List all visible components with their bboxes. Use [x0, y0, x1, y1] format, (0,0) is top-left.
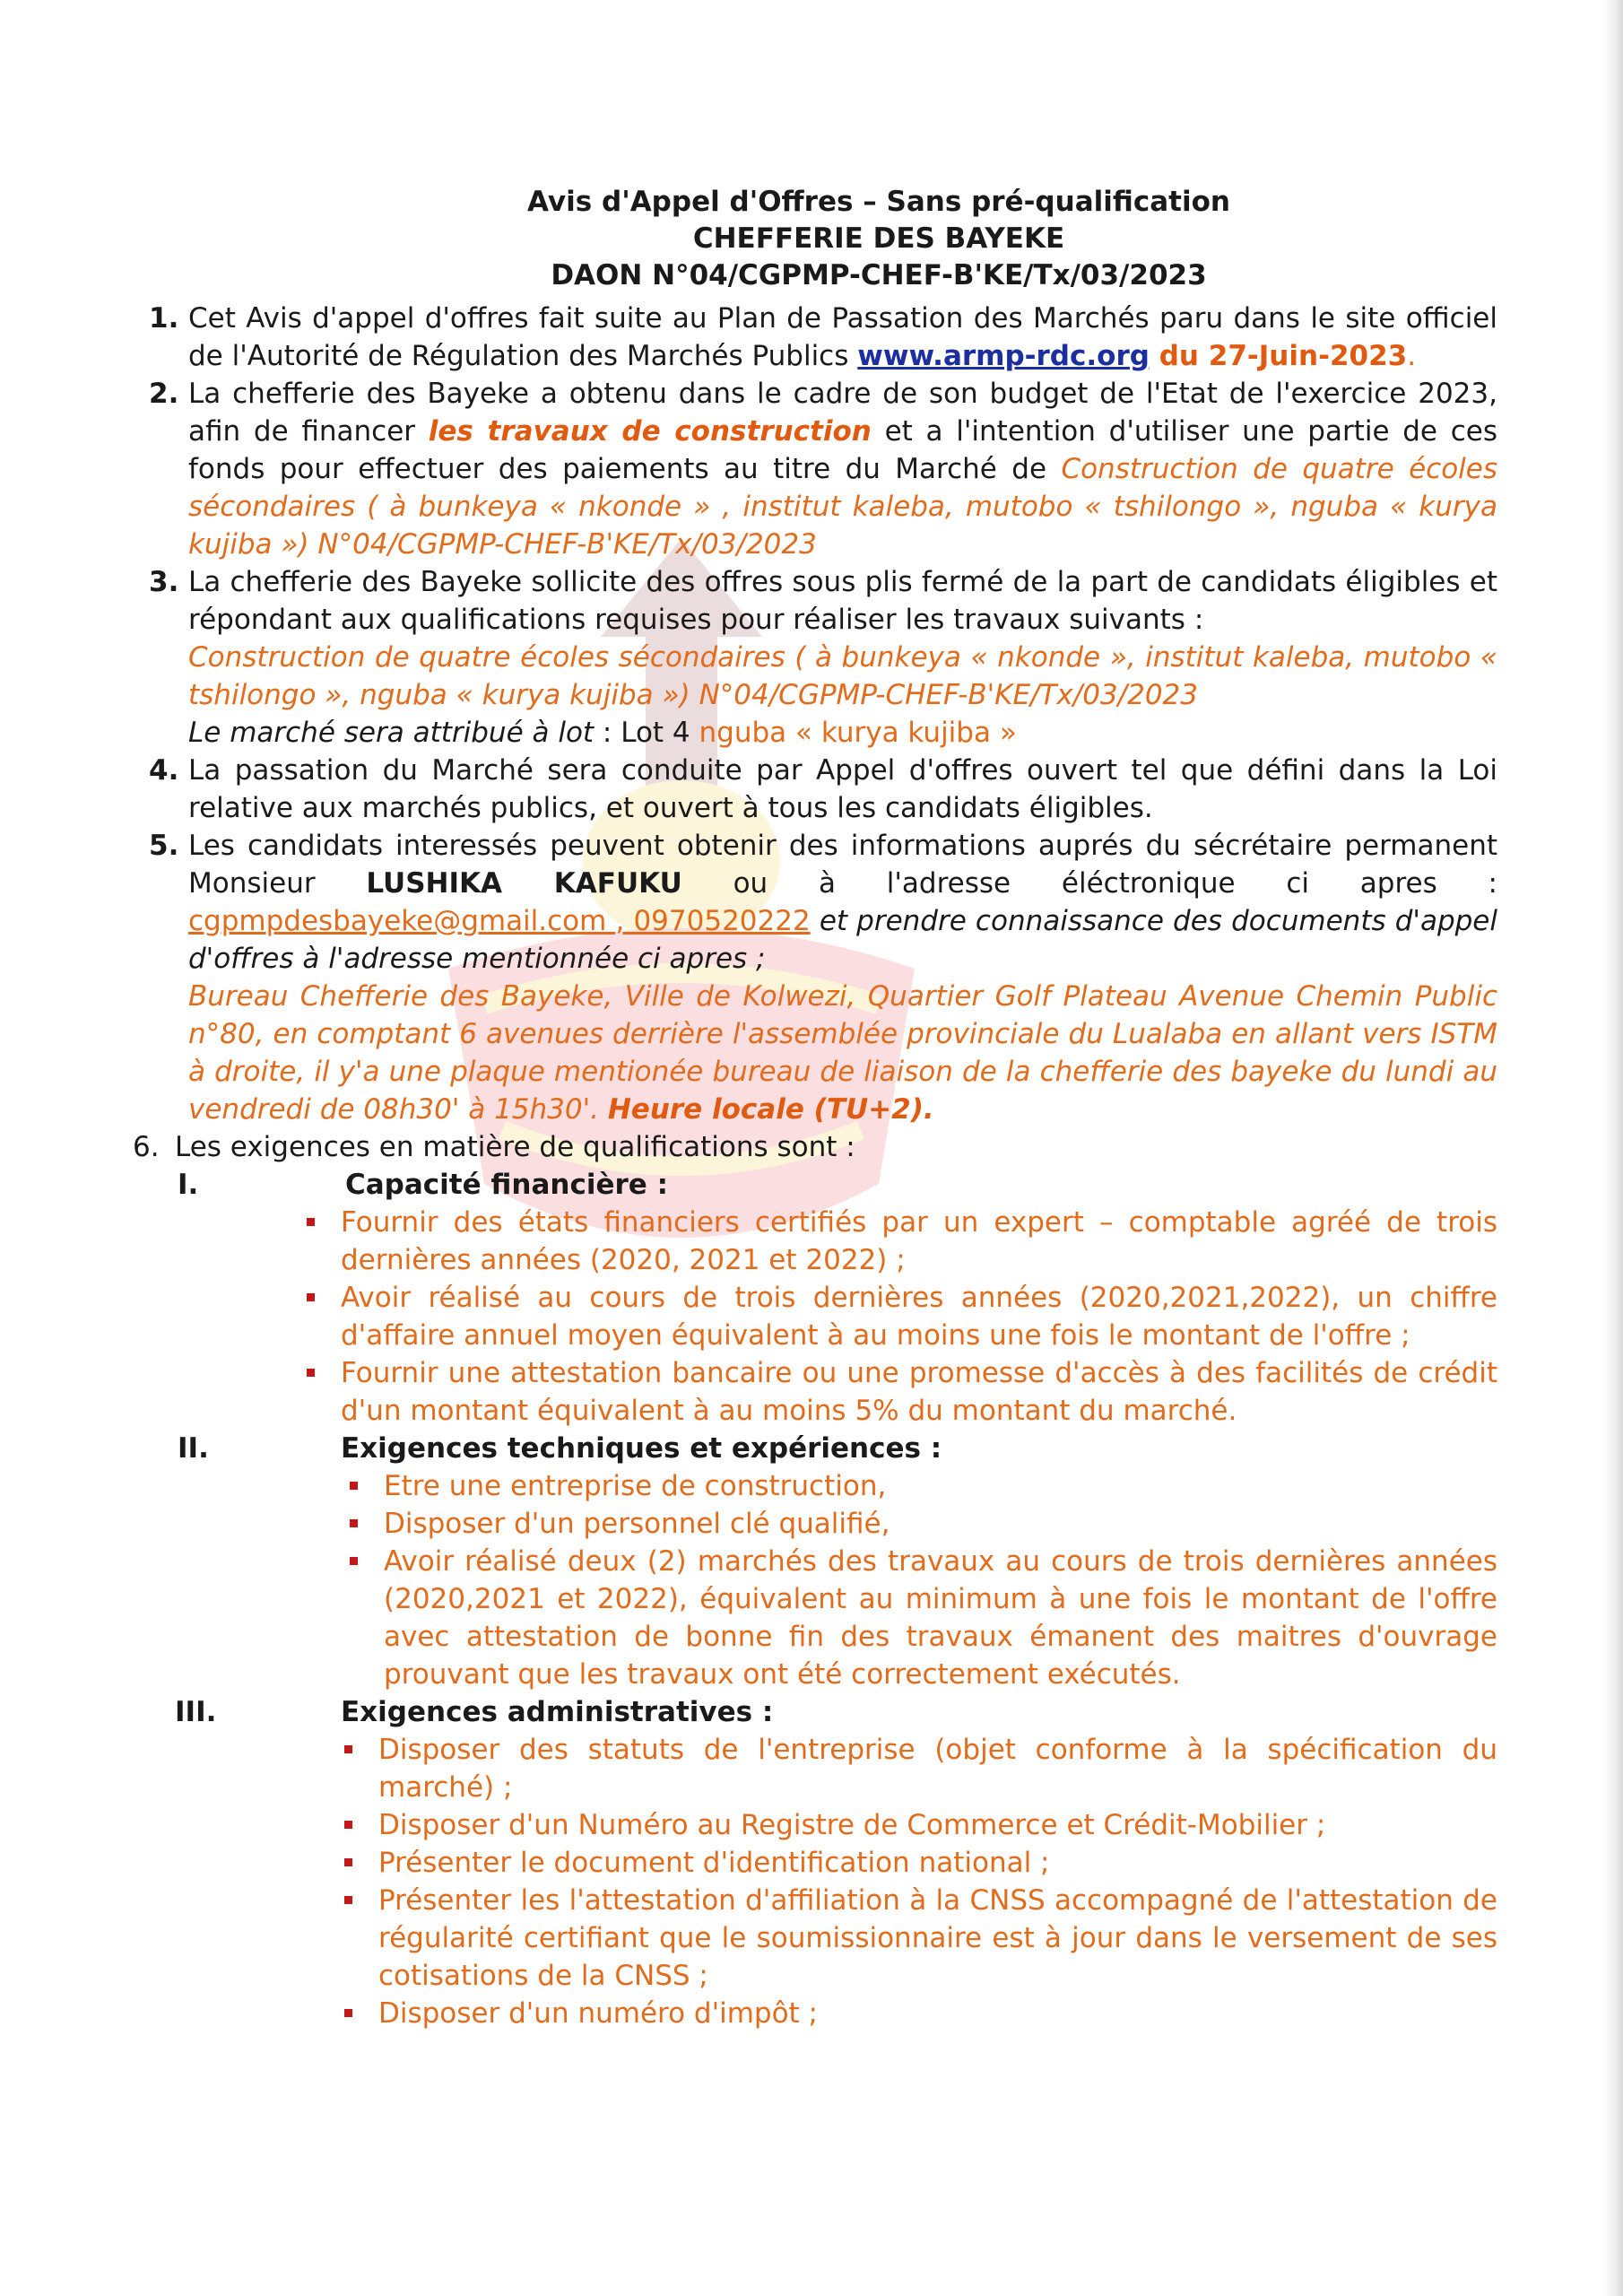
notice-item-1 — [126, 300, 1497, 375]
item-text: La chefferie des Bayeke a obtenu dans le cadre de son budget de l'Etat de l'exercice 2023, afin de financer — [188, 378, 1497, 448]
office-address: Bureau Chefferie des Bayeke, Ville de Kolwezi, Quartier Golf Plateau Avenue Chemin Public n°80, en comptant 6 avenues derrière l'assemblée provinciale du Lualaba en allant vers ISTM à droite, il y'a une plaque mentionée bureau de liaison de la chefferie des bayeke du lundi au vendredi de 08h30' à 15h30'. — [188, 980, 1497, 1126]
item-text: . — [1407, 340, 1417, 372]
document-header — [260, 184, 1497, 294]
document-page — [126, 184, 1497, 2032]
bullet-icon — [350, 1482, 358, 1490]
market-title: Construction de quatre écoles sécondaires ( à bunkeya « nkonde » , institut kaleba, mutobo « tshilongo », nguba « kurya kujiba ») N°04/CGPMP-CHEF-B'KE/Tx/03/2023 — [188, 453, 1497, 561]
section-numeral: I. — [178, 1169, 199, 1201]
item-number: 6. — [133, 1131, 160, 1163]
bullet-icon — [344, 1821, 352, 1829]
contact-email-link[interactable]: cgpmpdesbayeke@gmail.com , 0970520222 — [188, 905, 811, 937]
armp-link[interactable]: www.armp-rdc.org — [857, 340, 1150, 372]
list-item-text: Fournir des états financiers certifiés par un expert – comptable agréé de trois dernières années (2020, 2021 et 2022) ; — [341, 1206, 1497, 1276]
header-organization: CHEFFERIE DES BAYEKE — [692, 222, 1065, 255]
item-number: 3. — [149, 566, 179, 598]
item-text: La chefferie des Bayeke sollicite des offres sous plis fermé de la part de candidats éligibles et répondant aux qualifications requises pour réaliser les travaux suivants : — [188, 566, 1497, 636]
bullet-list — [378, 1731, 1497, 2032]
list-item — [384, 1467, 1497, 1505]
bullet-icon — [307, 1218, 315, 1226]
list-item — [378, 1806, 1497, 1844]
bullet-icon — [350, 1519, 358, 1527]
bullet-icon — [307, 1369, 315, 1377]
list-item-text: Disposer d'un Numéro au Registre de Commerce et Crédit-Mobilier ; — [378, 1809, 1326, 1841]
section-numeral: III. — [175, 1696, 217, 1728]
bullet-icon — [344, 1896, 352, 1904]
header-reference: DAON N°04/CGPMP-CHEF-B'KE/Tx/03/2023 — [551, 259, 1207, 291]
header-title: Avis d'Appel d'Offres – Sans pré-qualification — [527, 186, 1230, 218]
list-item-text: Présenter le document d'identification national ; — [378, 1847, 1050, 1879]
list-item — [378, 1844, 1497, 1882]
item-number: 1. — [149, 302, 179, 335]
notice-items — [126, 300, 1497, 2032]
contact-name: LUSHIKA KAFUKU — [366, 867, 682, 900]
bullet-list — [341, 1204, 1497, 1430]
item-highlight: les travaux de construction — [428, 415, 872, 448]
item-number: 5. — [149, 830, 179, 862]
list-item-text: Disposer d'un numéro d'impôt ; — [378, 1997, 819, 2030]
list-item-text: Fournir une attestation bancaire ou une promesse d'accès à des facilités de crédit d'un montant équivalent à au moins 5% du montant du marché. — [341, 1357, 1497, 1427]
administrative-requirements-section — [126, 1693, 1497, 2032]
bullet-icon — [350, 1557, 358, 1565]
notice-item-5 — [126, 827, 1497, 1128]
list-item-text: Présenter les l'attestation d'affiliation à la CNSS accompagné de l'attestation de régularité certifiant que le soumissionnaire est à jour dans le versement de ses cotisations de la CNSS ; — [378, 1884, 1497, 1992]
bullet-icon — [307, 1293, 315, 1301]
bullet-list — [384, 1467, 1497, 1693]
bullet-icon — [344, 2009, 352, 2017]
technical-requirements-section — [126, 1430, 1497, 1693]
notice-item-6 — [126, 1128, 1497, 2032]
list-item — [378, 1731, 1497, 1806]
publication-date: du 27-Juin-2023 — [1149, 340, 1408, 372]
section-title: Capacité financière : — [345, 1169, 668, 1201]
bullet-icon — [344, 1745, 352, 1753]
lot-number: : Lot 4 — [594, 717, 699, 749]
list-item — [378, 1882, 1497, 1995]
section-title: Exigences administratives : — [341, 1696, 774, 1728]
list-item — [384, 1543, 1497, 1693]
item-text: Les exigences en matière de qualifications sont : — [175, 1131, 855, 1163]
section-title: Exigences techniques et expériences : — [341, 1432, 942, 1465]
local-time: Heure locale (TU+2). — [607, 1093, 934, 1126]
list-item — [341, 1204, 1497, 1279]
list-item-text: Disposer des statuts de l'entreprise (objet conforme à la spécification du marché) ; — [378, 1734, 1497, 1804]
list-item-text: Etre une entreprise de construction, — [384, 1470, 887, 1502]
item-text: et prendre connaissance des documents d'appel d'offres à l'adresse mentionnée ci apres ; — [188, 905, 1497, 975]
item-number: 4. — [149, 754, 179, 787]
list-item — [341, 1354, 1497, 1430]
item-text: Cet Avis d'appel d'offres fait suite au Plan de Passation des Marchés paru dans le site officiel de l'Autorité de Régulation des Marchés Publics — [188, 302, 1497, 372]
list-item-text: Avoir réalisé au cours de trois dernières années (2020,2021,2022), un chiffre d'affaire annuel moyen équivalent à au moins une fois le montant de l'offre ; — [341, 1282, 1497, 1352]
list-item — [341, 1279, 1497, 1354]
item-text: Les candidats interessés peuvent obtenir des informations auprés du sécrétaire permanent Monsieur — [188, 830, 1497, 900]
scan-edge — [1603, 0, 1623, 2296]
item-text: et a l'intention d'utiliser une partie de ces fonds pour effectuer des paiements au titre du Marché de — [188, 415, 1497, 485]
item-text: ou à l'adresse éléctronique ci apres : — [681, 867, 1497, 900]
notice-item-2 — [126, 375, 1497, 563]
list-item — [378, 1995, 1497, 2032]
lot-name: nguba « kurya kujiba » — [699, 717, 1017, 749]
market-title: Construction de quatre écoles sécondaires ( à bunkeya « nkonde », institut kaleba, mutobo « tshilongo », nguba « kurya kujiba ») N°04/CGPMP-CHEF-B'KE/Tx/03/2023 — [188, 641, 1497, 711]
bullet-icon — [344, 1858, 352, 1866]
notice-item-4 — [126, 752, 1497, 827]
financial-capacity-section — [126, 1166, 1497, 1430]
section-numeral: II. — [178, 1432, 209, 1465]
lot-label: Le marché sera attribué à lot — [188, 717, 595, 749]
list-item-text: Avoir réalisé deux (2) marchés des travaux au cours de trois dernières années (2020,2021 et 2022), équivalent au minimum à une fois le montant de l'offre avec attestation de bonne fin des travaux émanent des maitres d'ouvrage prouvant que les travaux ont été correctement exécutés. — [384, 1545, 1497, 1691]
list-item-text: Disposer d'un personnel clé qualifié, — [384, 1508, 890, 1540]
item-text: La passation du Marché sera conduite par Appel d'offres ouvert tel que défini dans la Loi relative aux marchés publics, et ouvert à tous les candidats éligibles. — [188, 754, 1497, 824]
item-number: 2. — [149, 378, 179, 410]
list-item — [384, 1505, 1497, 1543]
notice-item-3 — [126, 563, 1497, 752]
